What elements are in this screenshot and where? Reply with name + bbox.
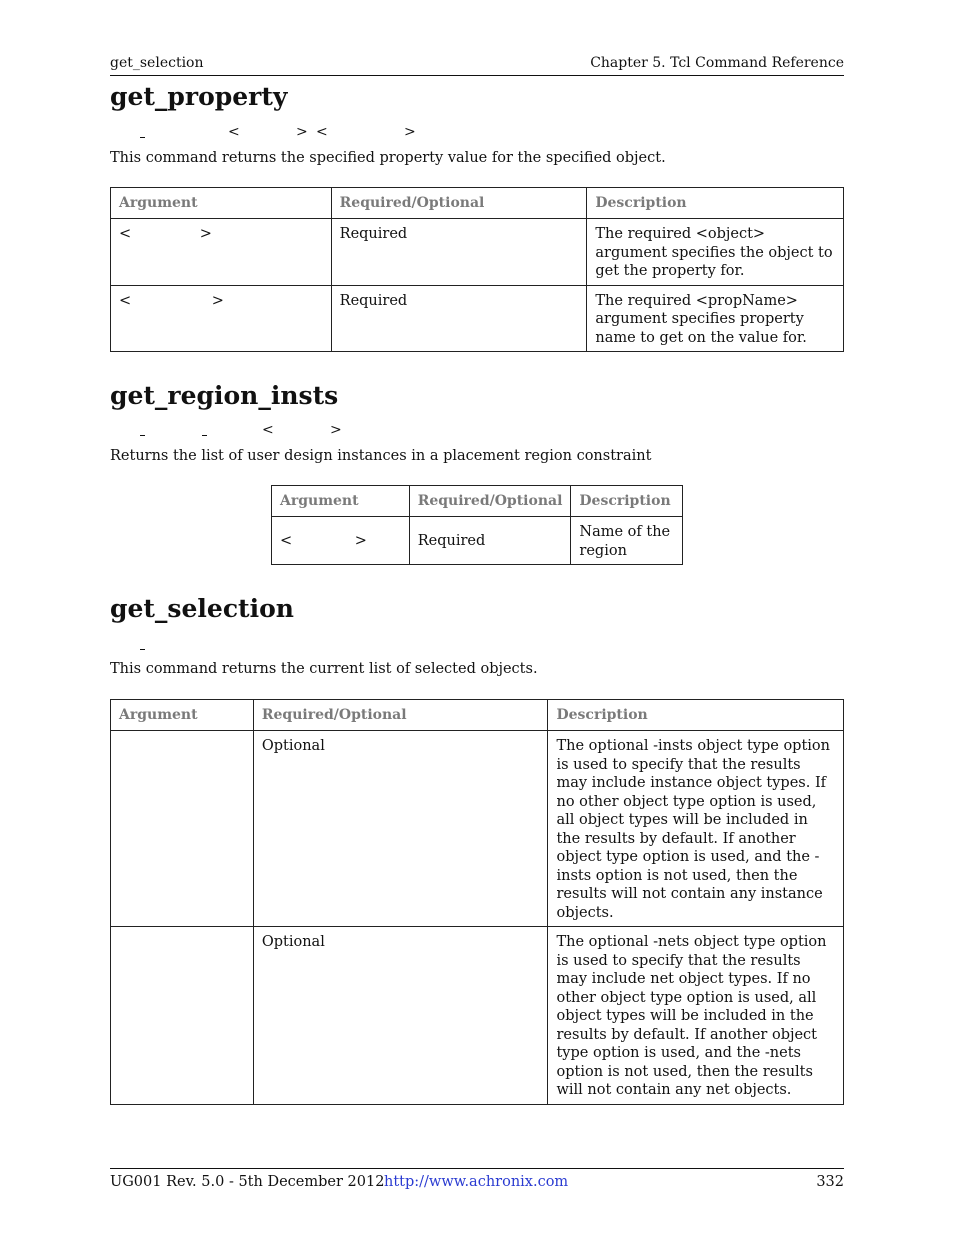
table-row bbox=[111, 285, 844, 352]
description-cell: The required <propName> argument specifies property name to get on the value for. bbox=[587, 285, 844, 352]
column-header-required-optional: Required/Optional bbox=[409, 486, 571, 517]
get-selection-description: This command returns the current list of selected objects. bbox=[110, 661, 538, 677]
table-row bbox=[111, 219, 844, 286]
description-cell: The optional -nets object type option is used to specify that the results may include net object types. If no other object type option is used, all object types will be included in the results by default. If another object type option is used, and the -nets option is not used, then the results will not contain any net objects. bbox=[548, 927, 844, 1105]
get-selection-argument-table bbox=[110, 699, 844, 1105]
get-region-insts-syntax bbox=[120, 422, 360, 440]
arg-gt: > bbox=[211, 292, 224, 309]
column-header-description: Description bbox=[571, 486, 683, 517]
column-header-description: Description bbox=[548, 700, 844, 731]
syntax-underscore-mark bbox=[140, 137, 145, 138]
syntax-underscore-mark bbox=[202, 435, 207, 436]
description-cell: The optional -insts object type option is used to specify that the results may include instance object types. If no other object type option is used, all object types will be included in the results by default. If another object type option is used, and the -insts option is not used, then the results will not contain any instance objects. bbox=[548, 731, 844, 927]
get-property-syntax bbox=[120, 124, 420, 142]
column-header-argument: Argument bbox=[272, 486, 410, 517]
header-rule bbox=[110, 75, 844, 76]
arg-lt: < bbox=[280, 533, 293, 550]
table-header-row bbox=[111, 700, 844, 731]
arg-gt: > bbox=[199, 226, 212, 242]
get-region-insts-argument-table bbox=[271, 485, 683, 565]
arg-lt: < bbox=[119, 292, 132, 309]
get-property-argument-table bbox=[110, 187, 844, 352]
get-property-description: This command returns the specified property value for the specified object. bbox=[110, 150, 666, 166]
get-region-insts-description: Returns the list of user design instances in a placement region constraint bbox=[110, 448, 652, 464]
header-chapter-title: Chapter 5. Tcl Command Reference bbox=[590, 55, 844, 71]
section-title-get-region-insts: get_region_insts bbox=[110, 381, 339, 410]
required-cell: Optional bbox=[253, 731, 548, 927]
footer-website-link[interactable]: http://www.achronix.com bbox=[384, 1174, 569, 1190]
argument-cell bbox=[111, 285, 332, 352]
table-header-row bbox=[111, 188, 844, 219]
arg-lt: < bbox=[119, 226, 132, 242]
argument-cell bbox=[272, 517, 410, 565]
syntax-underscore-mark bbox=[140, 435, 145, 436]
syntax-underscore-mark bbox=[140, 649, 145, 650]
column-header-description: Description bbox=[587, 188, 844, 219]
table-row bbox=[111, 927, 844, 1105]
description-cell: The required <object> argument specifies the object to get the property for. bbox=[587, 219, 844, 286]
syntax-gt: > bbox=[296, 124, 308, 140]
required-cell: Required bbox=[331, 285, 587, 352]
syntax-lt: < bbox=[228, 124, 240, 140]
header-section-name: get_selection bbox=[110, 55, 204, 71]
required-cell: Optional bbox=[253, 927, 548, 1105]
syntax-gt: > bbox=[404, 124, 416, 140]
column-header-required-optional: Required/Optional bbox=[331, 188, 587, 219]
syntax-lt: < bbox=[316, 124, 328, 140]
argument-cell bbox=[111, 927, 254, 1105]
column-header-required-optional: Required/Optional bbox=[253, 700, 548, 731]
footer-document-revision: UG001 Rev. 5.0 - 5th December 2012 bbox=[110, 1174, 385, 1190]
column-header-argument: Argument bbox=[111, 700, 254, 731]
footer-page-number: 332 bbox=[816, 1174, 844, 1190]
argument-cell bbox=[111, 219, 332, 286]
footer-rule bbox=[110, 1168, 844, 1169]
running-header bbox=[110, 55, 844, 75]
arg-gt: > bbox=[354, 533, 367, 550]
get-selection-syntax bbox=[120, 636, 160, 654]
required-cell: Required bbox=[331, 219, 587, 286]
column-header-argument: Argument bbox=[111, 188, 332, 219]
description-cell: Name of the region bbox=[571, 517, 683, 565]
argument-cell bbox=[111, 731, 254, 927]
required-cell: Required bbox=[409, 517, 571, 565]
section-title-get-selection: get_selection bbox=[110, 594, 294, 623]
syntax-lt: < bbox=[262, 422, 274, 438]
table-row bbox=[111, 731, 844, 927]
section-title-get-property: get_property bbox=[110, 82, 288, 111]
table-header-row bbox=[272, 486, 683, 517]
syntax-gt: > bbox=[330, 422, 342, 438]
table-row bbox=[272, 517, 683, 565]
